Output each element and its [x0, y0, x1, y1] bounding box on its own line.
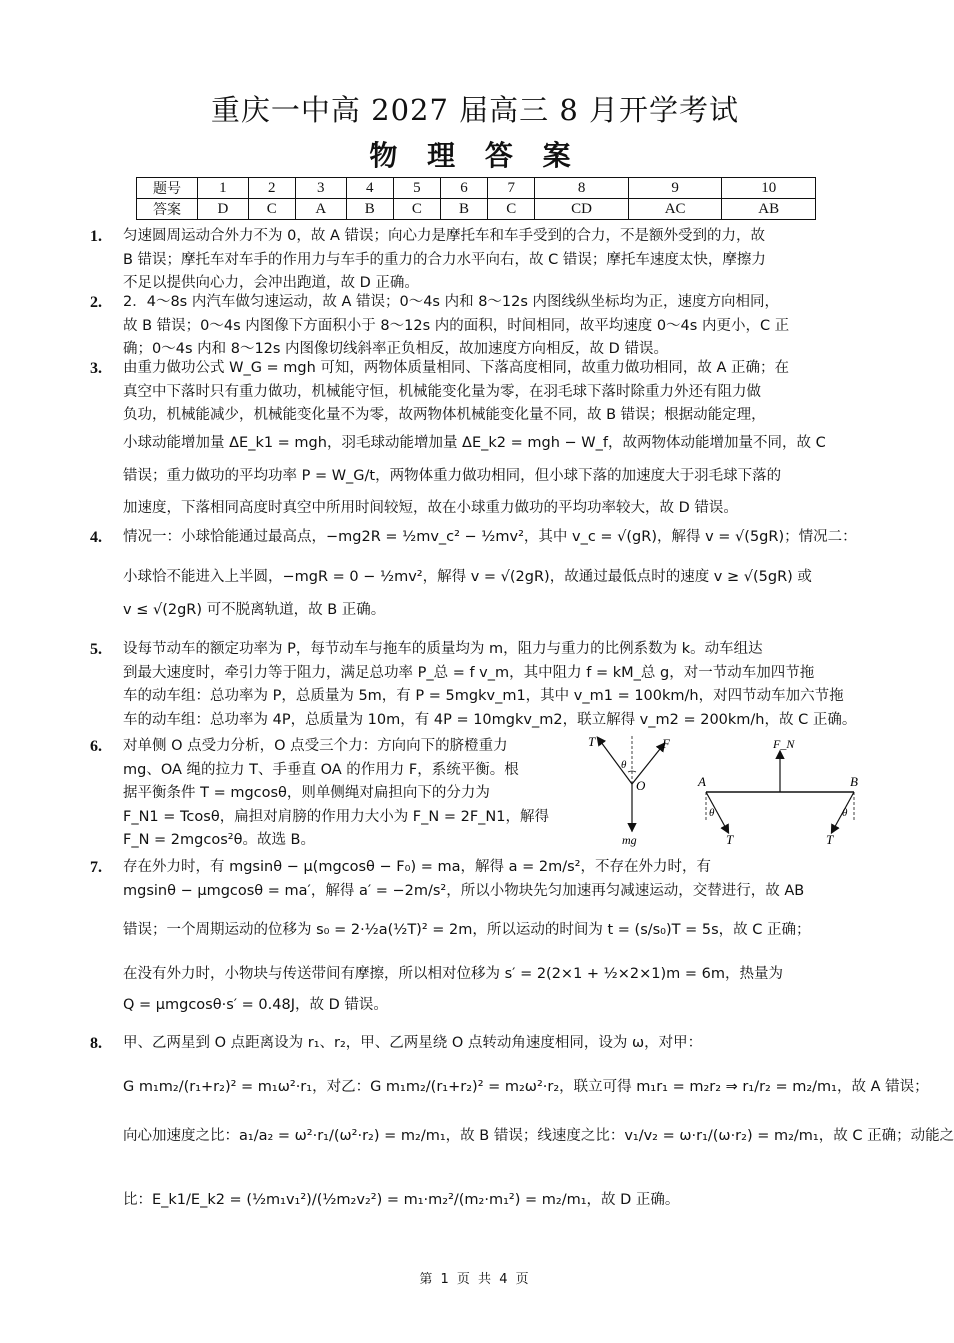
text-line: 向心加速度之比：a₁/a₂ = ω²·r₁/(ω²·r₂) = m₂/m₁，故 B 错误；线速度之比：v₁/v₂ = ω·r₁/(ω·r₂) = m₂/m₁，故 C 正确；动能之	[123, 1128, 954, 1144]
question-2	[90, 291, 865, 362]
force-diagram	[582, 732, 872, 850]
label-FN: F_N	[773, 737, 795, 751]
text-line: 在没有外力时，小物块与传送带间有摩擦，所以相对位移为 s′ = 2(2×1 + ½×2×1)m = 6m，热量为	[123, 965, 783, 982]
label-O: O	[636, 778, 646, 793]
question-number: 7.	[90, 859, 102, 876]
question-number: 1.	[90, 228, 102, 245]
text-line: 由重力做功公式 W_G = mgh 可知，两物体质量相同、下落高度相同，故重力做功相同，故 A 正确；在	[123, 360, 790, 376]
question-number: 3.	[90, 360, 102, 377]
text-line: F_N1 = Tcosθ，扁担对肩膀的作用力大小为 F_N = 2F_N1，解得	[123, 808, 549, 825]
text-line: 确；0～4s 内和 8～12s 内图像切线斜率正负相反，故加速度方向相反，故 D 错误。	[123, 341, 668, 357]
text-line: 错误；一个周期运动的位移为 s₀ = 2·½a(½T)² = 2m，所以运动的时间为 t = (s/s₀)T = 5s，故 C 正确；	[123, 922, 811, 938]
question-3	[90, 357, 865, 520]
table-cell: B	[346, 199, 393, 220]
label-T-B: T	[826, 832, 834, 847]
text-line: 对单侧 O 点受力分析，O 点受三个力：方向向下的脐橙重力	[123, 738, 508, 754]
label-theta: θ	[621, 759, 627, 771]
page-title: 重庆一中高 2027 届高三 8 月开学考试	[210, 93, 740, 127]
question-number: 8.	[90, 1035, 102, 1052]
text-line: G m₁m₂/(r₁+r₂)² = m₁ω²·r₁，对乙：G m₁m₂/(r₁+r₂)² = m₂ω²·r₂，联立可得 m₁r₁ = m₂r₂ ⇒ r₁/r₂ = m₂/m₁，故 A 错误；	[123, 1078, 929, 1095]
table-cell: 1	[198, 178, 249, 199]
text-line: 真空中下落时只有重力做功，机械能守恒，机械能变化量为零，在羽毛球下落时除重力外还有阻力做	[123, 383, 761, 400]
text-line: 比：E_k1/E_k2 = (½m₁v₁²)/(½m₂v₂²) = m₁·m₂²/(m₂·m₁²) = m₂/m₁，故 D 正确。	[123, 1191, 680, 1208]
table-cell: A	[295, 199, 346, 220]
text-line: 错误；重力做功的平均功率 P = W_G/t，两物体重力做功相同，但小球下落的加速度大于羽毛球下落的	[123, 468, 782, 484]
table-cell: 7	[488, 178, 535, 199]
text-line: 车的动车组：总功率为 4P，总质量为 10m，有 4P = 10mgkv_m2，联立解得 v_m2 = 200km/h，故 C 正确。	[123, 711, 857, 728]
table-cell: D	[198, 199, 249, 220]
label-T-A: T	[726, 832, 734, 847]
text-line: F_N = 2mgcos²θ。故选 B。	[123, 832, 315, 848]
answer-table	[136, 177, 816, 220]
table-cell: 4	[346, 178, 393, 199]
text-line: 不足以提供向心力，会冲出跑道，故 D 正确。	[123, 275, 419, 291]
question-4	[90, 526, 865, 623]
text-line: 负功，机械能减少，机械能变化量不为零，故两物体机械能变化量不同，故 B 错误；根据动能定理，	[123, 407, 766, 423]
text-line: B 错误；摩托车对车手的作用力与车手的重力的合力水平向右，故 C 错误；摩托车速度太快，摩擦力	[123, 251, 766, 268]
text-line: 加速度，下落相同高度时真空中所用时间较短，故在小球重力做功的平均功率较大，故 D 错误。	[123, 499, 738, 516]
table-cell: AB	[722, 199, 816, 220]
text-line: 小球动能增加量 ΔE_k1 = mgh，羽毛球动能增加量 ΔE_k2 = mgh − W_f，故两物体动能增加量不同，故 C	[123, 434, 826, 451]
text-line: v ≤ √(2gR) 可不脱离轨道，故 B 正确。	[123, 602, 386, 618]
table-cell: 8	[535, 178, 629, 199]
table-cell: 5	[393, 178, 440, 199]
question-8	[90, 1032, 954, 1212]
table-cell: CD	[535, 199, 629, 220]
table-cell: 2	[248, 178, 295, 199]
question-number: 5.	[90, 641, 102, 658]
page-footer: 第 1 页 共 4 页	[419, 1272, 531, 1287]
text-line: 到最大速度时，牵引力等于阻力，满足总功率 P_总 = f v_m，其中阻力 f = kM_总 g，对一节动车加四节拖	[123, 664, 815, 681]
text-line: 车的动车组：总功率为 P，总质量为 5m，有 P = 5mgkv_m1，其中 v_m1 = 100km/h，对四节动车加六节拖	[123, 688, 844, 704]
text-line: 据平衡条件 T = mgcosθ，则单侧绳对扁担向下的分力为	[123, 785, 490, 801]
table-cell: 10	[722, 178, 816, 199]
page-subtitle: 物 理 答 案	[369, 139, 581, 172]
label-F: F	[662, 736, 670, 751]
text-line: 故 B 错误；0～4s 内图像下方面积小于 8～12s 内的面积，时间相同，故平均速度 0～4s 内更小，C 正	[123, 317, 790, 334]
label-theta-B: θ	[842, 807, 848, 819]
row-label-answer: 答案	[137, 199, 198, 220]
question-number: 4.	[90, 529, 102, 546]
question-5	[90, 638, 865, 732]
table-cell: C	[248, 199, 295, 220]
table-cell: 3	[295, 178, 346, 199]
table-cell: C	[393, 199, 440, 220]
question-number: 2.	[90, 294, 102, 311]
label-A: A	[698, 774, 706, 789]
text-line: 匀速圆周运动合外力不为 0，故 A 错误；向心力是摩托车和车手受到的合力，不是额外受到的力，故	[123, 228, 765, 244]
question-number: 6.	[90, 738, 102, 755]
table-cell: B	[440, 199, 487, 220]
text-line: 甲、乙两星到 O 点距离设为 r₁、r₂，甲、乙两星绕 O 点转动角速度相同，设为 ω，对甲：	[123, 1035, 703, 1051]
text-line: 小球恰不能进入上半圆，−mgR = 0 − ½mv²，解得 v = √(2gR)，故通过最低点时的速度 v ≥ √(5gR) 或	[123, 568, 812, 585]
text-line: mg、OA 绳的拉力 T、手垂直 OA 的作用力 F，系统平衡。根	[123, 761, 519, 778]
question-1	[90, 225, 865, 296]
table-cell: 6	[440, 178, 487, 199]
label-mg: mg	[622, 833, 637, 847]
table-row-answers	[137, 199, 816, 220]
table-row-numbers	[137, 178, 816, 199]
text-line: 存在外力时，有 mgsinθ − μ(mgcosθ − F₀) = ma，解得 a = 2m/s²，不存在外力时，有	[123, 859, 711, 875]
row-label-number: 题号	[137, 178, 198, 199]
label-T: T	[588, 734, 596, 749]
table-cell: AC	[628, 199, 722, 220]
question-6	[90, 735, 590, 853]
label-B: B	[850, 774, 858, 789]
text-line: Q = μmgcosθ·s′ = 0.48J，故 D 错误。	[123, 997, 388, 1013]
text-line: 设每节动车的额定功率为 P，每节动车与拖车的质量均为 m，阻力与重力的比例系数为 k。动车组达	[123, 641, 763, 657]
question-7	[90, 856, 865, 1018]
table-cell: 9	[628, 178, 722, 199]
text-line: 情况一：小球恰能通过最高点，−mg2R = ½mv_c² − ½mv²，其中 v_c = √(gR)，解得 v = √(5gR)；情况二：	[123, 529, 857, 545]
label-theta-A: θ	[709, 807, 715, 819]
text-line: 2．4～8s 内汽车做匀速运动，故 A 错误；0～4s 内和 8～12s 内图线纵坐标均为正，速度方向相同，	[123, 294, 780, 310]
text-line: mgsinθ − μmgcosθ = ma′，解得 a′ = −2m/s²，所以小物块先匀加速再匀减速运动，交替进行，故 AB	[123, 882, 805, 899]
table-cell: C	[488, 199, 535, 220]
